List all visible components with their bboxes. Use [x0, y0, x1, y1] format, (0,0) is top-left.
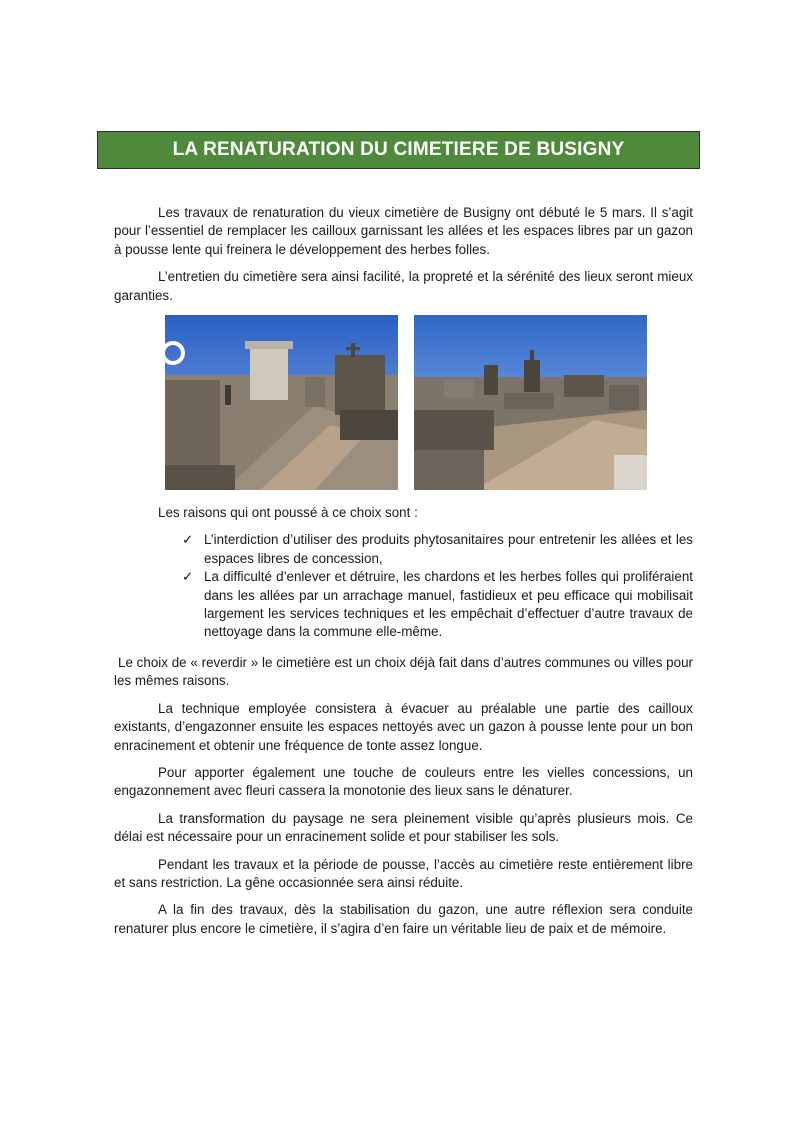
- intro-paragraph-2: L’entretien du cimetière sera ainsi facilité, la propreté et la sérénité des lieux seront mieux garanties.: [114, 269, 693, 303]
- intro-paragraph-1: Les travaux de renaturation du vieux cimetière de Busigny ont débuté le 5 mars. Il s’agit pour l’essentiel de remplacer les cailloux garnissant les allées et les espaces libres par un gazon à pousse lente qui freinera le développement des herbes folles.: [114, 205, 693, 257]
- title-banner: [97, 131, 700, 169]
- reason-text: La difficulté d’enlever et détruire, les chardons et les herbes folles qui proliféraient dans les allées par un arrachage manuel, fastidieux et peu efficace qui mobilisait largement les services techniques et les empêchait d’effectuer d’autre travaux de nettoyage dans la commune elle-même.: [204, 569, 693, 640]
- checkmark-icon: ✓: [182, 569, 194, 585]
- cemetery-photo-2: [414, 315, 647, 490]
- list-item: [182, 531, 693, 568]
- cemetery-photo-graves-path-icon: [165, 315, 398, 490]
- body-paragraph-6: A la fin des travaux, dès la stabilisation du gazon, une autre réflexion sera conduite renaturer plus encore le cimetière, il s’agira d’en faire un véritable lieu de paix et de mémoire.: [114, 902, 693, 936]
- body-paragraph-2: La technique employée consistera à évacuer au préalable une partie des cailloux existants, d’engazonner ensuite les espaces nettoyés avec un gazon à pousse lente pour un bon enracinement et obtenir une fréquence de tonte assez longue.: [114, 700, 693, 753]
- body-paragraph-4: La transformation du paysage ne sera pleinement visible qu’après plusieurs mois. Ce délai est nécessaire pour un enracinement solide et pour stabiliser les sols.: [114, 810, 693, 845]
- checkmark-icon: ✓: [182, 532, 194, 548]
- reasons-intro: Les raisons qui ont poussé à ce choix sont :: [158, 505, 418, 521]
- page-title: LA RENATURATION DU CIMETIERE DE BUSIGNY: [172, 139, 625, 160]
- photo-row: [165, 315, 693, 490]
- reasons-list: [182, 531, 693, 641]
- article-body: [114, 204, 693, 947]
- body-paragraph-1: Le choix de « reverdir » le cimetière est un choix déjà fait dans d’autres communes ou villes pour les mêmes raisons.: [114, 654, 693, 689]
- list-item: [182, 568, 693, 642]
- body-paragraph-5: Pendant les travaux et la période de pousse, l’accès au cimetière reste entièrement libre et sans restriction. La gêne occasionnée sera ainsi réduite.: [114, 856, 693, 890]
- cemetery-photo-1: [165, 315, 398, 490]
- reason-text: L’interdiction d’utiliser des produits phytosanitaires pour entretenir les allées et les espaces libres de concession,: [204, 532, 693, 566]
- cemetery-photo-graves-overview-icon: [414, 315, 647, 490]
- body-paragraph-3: Pour apporter également une touche de couleurs entre les vielles concessions, un engazonnement avec fleuri cassera la monotonie des lieux sans le dénaturer.: [114, 764, 693, 799]
